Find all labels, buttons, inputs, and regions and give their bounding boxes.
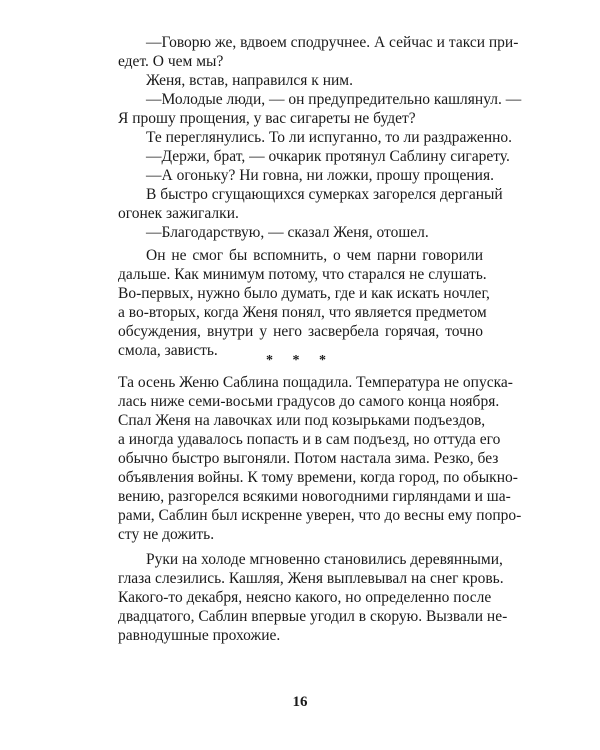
text-line: —Говорю же, вдвоем сподручнее. А сейчас и такси при- bbox=[146, 34, 519, 51]
text-line: едет. О чем мы? bbox=[118, 53, 224, 70]
text-line: Те переглянулись. То ли испуганно, то ли раздраженно. bbox=[146, 129, 513, 146]
text-line: Спал Женя на лавочках или под козырьками подъездов, bbox=[118, 412, 486, 429]
text-line: —А огоньку? Ни говна, ни ложки, прошу прощения. bbox=[146, 167, 494, 184]
text-line: дальше. Как минимум потому, что старался не слушать. bbox=[118, 266, 487, 283]
text-line: обычно быстро выгоняли. Потом настала зима. Резко, без bbox=[118, 450, 499, 467]
text-line: объявления войны. К тому времени, когда город, по обыкно- bbox=[118, 469, 518, 486]
text-line: Во-первых, нужно было думать, где и как искать ночлег, bbox=[118, 285, 490, 302]
text-line: сту не дожить. bbox=[118, 526, 215, 543]
text-line: рами, Саблин был искренне уверен, что до весны ему попро- bbox=[118, 507, 522, 524]
text-line: глаза слезились. Кашляя, Женя выплевывал на снег кровь. bbox=[118, 570, 504, 587]
text-line: лась ниже семи-восьми градусов до самого конца ноября. bbox=[118, 393, 500, 410]
section-divider: * * * bbox=[266, 353, 334, 368]
text-line: Женя, встав, направился к ним. bbox=[146, 72, 353, 89]
text-line: огонек зажигалки. bbox=[118, 205, 239, 222]
text-line: Руки на холоде мгновенно становились деревянными, bbox=[146, 551, 503, 568]
text-line: равнодушные прохожие. bbox=[118, 627, 281, 644]
text-line: Он не смог бы вспомнить, о чем парни говорили bbox=[146, 247, 483, 264]
page-number: 16 bbox=[292, 694, 308, 710]
text-line: Какого-то декабря, неясно какого, но определенно после bbox=[118, 589, 492, 606]
text-line: Я прошу прощения, у вас сигареты не будет? bbox=[118, 110, 416, 127]
text-line: вению, разгорелся всякими новогодними гирляндами и ша- bbox=[118, 488, 511, 505]
text-line: смола, зависть. bbox=[118, 342, 218, 359]
text-line: обсуждения, внутри у него засвербела горячая, точно bbox=[118, 323, 483, 340]
text-line: —Держи, брат, — очкарик протянул Саблину сигарету. bbox=[146, 148, 510, 165]
text-line: двадцатого, Саблин впервые угодил в скорую. Вызвали не- bbox=[118, 608, 508, 625]
text-line: Та осень Женю Саблина пощадила. Температура не опуска- bbox=[118, 374, 513, 391]
text-line: а иногда удавалось попасть и в сам подъезд, но оттуда его bbox=[118, 431, 501, 448]
text-line: В быстро сгущающихся сумерках загорелся дерганый bbox=[146, 186, 503, 203]
text-line: —Молодые люди, — он предупредительно кашлянул. — bbox=[146, 91, 522, 108]
text-line: а во-вторых, когда Женя понял, что является предметом bbox=[118, 304, 487, 321]
text-line: —Благодарствую, — сказал Женя, отошел. bbox=[146, 224, 429, 241]
